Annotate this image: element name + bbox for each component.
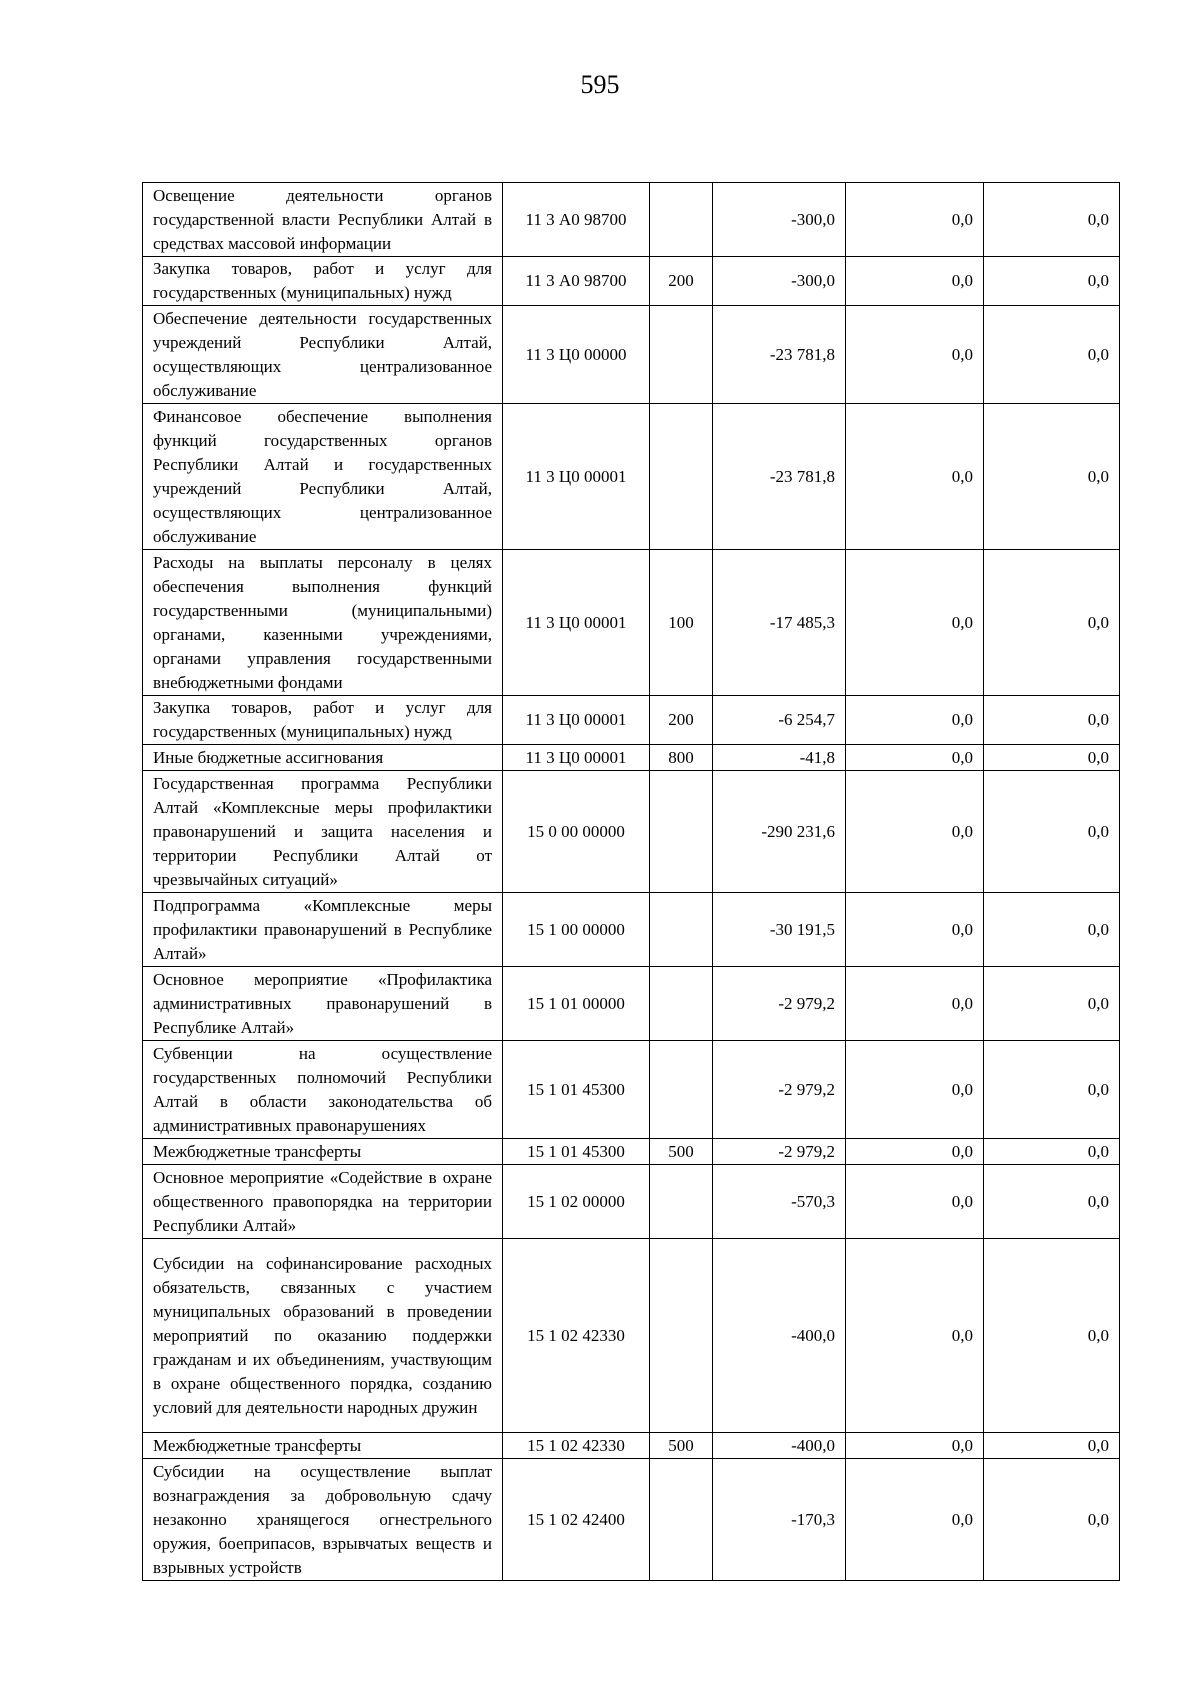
row-code: 11 3 Ц0 00001 (503, 404, 650, 550)
row-value-1: -6 254,7 (713, 696, 846, 745)
row-value-2: 0,0 (846, 1139, 984, 1165)
row-name: Иные бюджетные ассигнования (143, 745, 503, 771)
row-name: Расходы на выплаты персоналу в целях обеспечения выполнения функций государственными (муниципальными) органами, казенными учреждениями, органами управления государственными внебюджетными фондами (143, 550, 503, 696)
row-value-2: 0,0 (846, 183, 984, 257)
row-expense-type (650, 183, 713, 257)
row-value-1: -400,0 (713, 1433, 846, 1459)
row-value-1: -170,3 (713, 1459, 846, 1581)
row-expense-type (650, 1459, 713, 1581)
row-name: Основное мероприятие «Профилактика административных правонарушений в Республике Алтай» (143, 967, 503, 1041)
row-value-3: 0,0 (984, 550, 1120, 696)
table-row (143, 696, 1120, 745)
row-code: 15 1 02 42330 (503, 1239, 650, 1433)
row-value-1: -570,3 (713, 1165, 846, 1239)
row-expense-type (650, 771, 713, 893)
table-row (143, 1459, 1120, 1581)
row-name: Межбюджетные трансферты (143, 1139, 503, 1165)
table-row (143, 771, 1120, 893)
row-value-1: -2 979,2 (713, 1041, 846, 1139)
row-value-2: 0,0 (846, 967, 984, 1041)
page-number: 595 (580, 70, 620, 99)
row-code: 15 1 01 00000 (503, 967, 650, 1041)
row-value-1: -300,0 (713, 257, 846, 306)
table-row (143, 183, 1120, 257)
row-value-3: 0,0 (984, 257, 1120, 306)
table-row (143, 306, 1120, 404)
row-value-3: 0,0 (984, 1139, 1120, 1165)
row-code: 11 3 Ц0 00001 (503, 696, 650, 745)
row-value-3: 0,0 (984, 1433, 1120, 1459)
row-name: Основное мероприятие «Содействие в охране общественного правопорядка на территории Республики Алтай» (143, 1165, 503, 1239)
row-value-3: 0,0 (984, 1459, 1120, 1581)
row-code: 11 3 А0 98700 (503, 257, 650, 306)
row-value-3: 0,0 (984, 306, 1120, 404)
row-value-3: 0,0 (984, 771, 1120, 893)
row-value-2: 0,0 (846, 1433, 984, 1459)
row-value-2: 0,0 (846, 1041, 984, 1139)
row-value-3: 0,0 (984, 893, 1120, 967)
row-expense-type (650, 404, 713, 550)
row-value-2: 0,0 (846, 1165, 984, 1239)
row-value-2: 0,0 (846, 257, 984, 306)
row-value-2: 0,0 (846, 771, 984, 893)
row-name: Государственная программа Республики Алтай «Комплексные меры профилактики правонарушений и защита населения и территории Республики Алтай от чрезвычайных ситуаций» (143, 771, 503, 893)
table-row (143, 745, 1120, 771)
table-row (143, 257, 1120, 306)
row-value-3: 0,0 (984, 1041, 1120, 1139)
row-value-2: 0,0 (846, 550, 984, 696)
row-name: Закупка товаров, работ и услуг для государственных (муниципальных) нужд (143, 257, 503, 306)
row-value-2: 0,0 (846, 404, 984, 550)
row-value-1: -2 979,2 (713, 967, 846, 1041)
row-value-2: 0,0 (846, 893, 984, 967)
table-row (143, 1165, 1120, 1239)
row-expense-type: 500 (650, 1139, 713, 1165)
row-code: 15 0 00 00000 (503, 771, 650, 893)
row-expense-type (650, 1165, 713, 1239)
row-name: Подпрограмма «Комплексные меры профилактики правонарушений в Республике Алтай» (143, 893, 503, 967)
row-code: 11 3 Ц0 00001 (503, 745, 650, 771)
table-row (143, 1041, 1120, 1139)
row-code: 11 3 Ц0 00000 (503, 306, 650, 404)
row-code: 15 1 01 45300 (503, 1139, 650, 1165)
table-row (143, 967, 1120, 1041)
table-row (143, 893, 1120, 967)
row-code: 11 3 Ц0 00001 (503, 550, 650, 696)
row-value-2: 0,0 (846, 1239, 984, 1433)
row-value-3: 0,0 (984, 404, 1120, 550)
row-value-3: 0,0 (984, 696, 1120, 745)
row-expense-type: 500 (650, 1433, 713, 1459)
table-body (143, 183, 1120, 1581)
row-expense-type: 100 (650, 550, 713, 696)
row-code: 15 1 02 42400 (503, 1459, 650, 1581)
row-expense-type: 200 (650, 696, 713, 745)
row-value-1: -41,8 (713, 745, 846, 771)
row-code: 15 1 00 00000 (503, 893, 650, 967)
row-code: 15 1 01 45300 (503, 1041, 650, 1139)
row-name: Обеспечение деятельности государственных учреждений Республики Алтай, осуществляющих централизованное обслуживание (143, 306, 503, 404)
row-expense-type (650, 1041, 713, 1139)
row-name: Субсидии на осуществление выплат вознаграждения за добровольную сдачу незаконно хранящегося огнестрельного оружия, боеприпасов, взрывчатых веществ и взрывных устройств (143, 1459, 503, 1581)
row-value-1: -23 781,8 (713, 306, 846, 404)
row-expense-type (650, 306, 713, 404)
row-code: 11 3 А0 98700 (503, 183, 650, 257)
row-expense-type: 800 (650, 745, 713, 771)
row-name: Финансовое обеспечение выполнения функций государственных органов Республики Алтай и государственных учреждений Республики Алтай, осуществляющих централизованное обслуживание (143, 404, 503, 550)
table-row (143, 404, 1120, 550)
row-expense-type: 200 (650, 257, 713, 306)
row-value-1: -30 191,5 (713, 893, 846, 967)
row-value-2: 0,0 (846, 1459, 984, 1581)
row-value-3: 0,0 (984, 1239, 1120, 1433)
budget-table (142, 182, 1120, 1581)
row-value-1: -23 781,8 (713, 404, 846, 550)
row-value-3: 0,0 (984, 745, 1120, 771)
row-name: Субвенции на осуществление государственных полномочий Республики Алтай в области законодательства об административных правонарушениях (143, 1041, 503, 1139)
table-row (143, 1139, 1120, 1165)
row-value-1: -290 231,6 (713, 771, 846, 893)
row-code: 15 1 02 00000 (503, 1165, 650, 1239)
row-name: Освещение деятельности органов государственной власти Республики Алтай в средствах массовой информации (143, 183, 503, 257)
table-row (143, 1433, 1120, 1459)
row-expense-type (650, 1239, 713, 1433)
table-row (143, 1239, 1120, 1433)
row-value-2: 0,0 (846, 306, 984, 404)
row-value-1: -2 979,2 (713, 1139, 846, 1165)
row-name: Межбюджетные трансферты (143, 1433, 503, 1459)
row-code: 15 1 02 42330 (503, 1433, 650, 1459)
row-value-1: -300,0 (713, 183, 846, 257)
table-row (143, 550, 1120, 696)
row-value-2: 0,0 (846, 745, 984, 771)
row-value-3: 0,0 (984, 1165, 1120, 1239)
row-value-3: 0,0 (984, 183, 1120, 257)
row-expense-type (650, 967, 713, 1041)
row-name: Субсидии на софинансирование расходных обязательств, связанных с участием муниципальных образований в проведении мероприятий по оказанию поддержки гражданам и их объединениям, участвующим в охране общественного порядка, созданию условий для деятельности народных дружин (143, 1239, 503, 1433)
row-value-2: 0,0 (846, 696, 984, 745)
row-name: Закупка товаров, работ и услуг для государственных (муниципальных) нужд (143, 696, 503, 745)
row-value-3: 0,0 (984, 967, 1120, 1041)
row-expense-type (650, 893, 713, 967)
row-value-1: -17 485,3 (713, 550, 846, 696)
row-value-1: -400,0 (713, 1239, 846, 1433)
